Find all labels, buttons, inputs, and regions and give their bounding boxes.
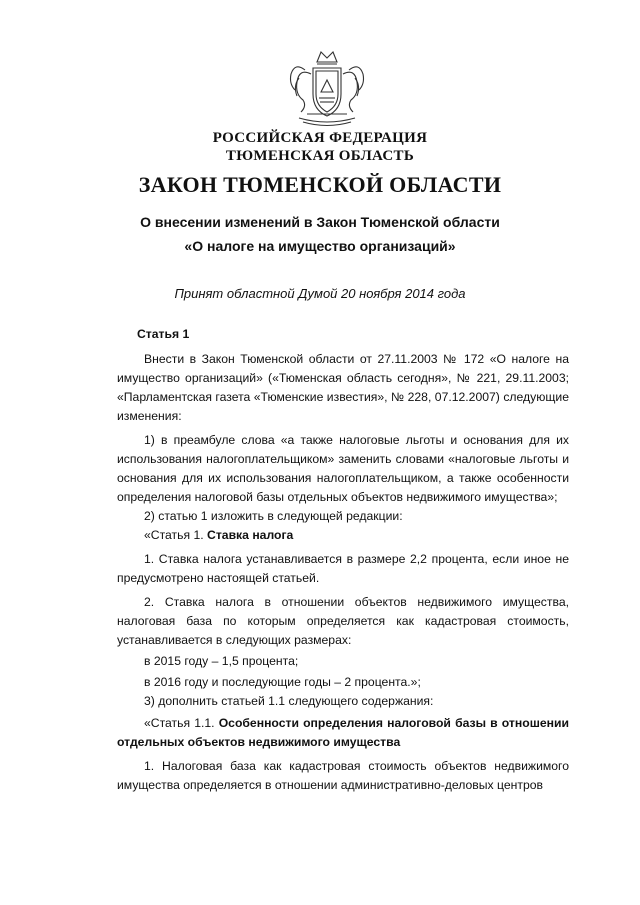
article-intro: Внести в Закон Тюменской области от 27.11.2003 № 172 «О налоге на имущество организаций» («Тюменская область сегодня», № 221, 29.11.2003; «Парламентская газета «Тюменские известия», № 228, 07.12.2007) следующие изменения:: [117, 352, 569, 423]
article-1: [117, 325, 569, 795]
article-heading: Статья 1: [137, 327, 190, 341]
article-1-title: Ставка налога: [207, 528, 294, 542]
amendment-item-1: 1) в преамбуле слова «а также налоговые льготы и основания для их использования налогоплательщиком» заменить словами «налоговые льготы и основания для их использования налогоплательщиком, а также особенности определения налоговой базы отдельных объектов недвижимого имущества»;: [117, 433, 569, 504]
amendment-item-2: 2) статью 1 изложить в следующей редакции:: [144, 509, 403, 523]
region-name: ТЮМЕНСКАЯ ОБЛАСТЬ: [225, 148, 415, 164]
document-subtitle-line1: О внесении изменений в Закон Тюменской области: [140, 214, 500, 230]
article-1-prefix: «Статья 1.: [144, 528, 208, 542]
article-1-1-title: Особенности определения налоговой базы в отношении отдельных объектов недвижимого имущества: [117, 716, 569, 749]
rate-2015: в 2015 году – 1,5 процента;: [144, 654, 299, 668]
article-1-heading: [117, 526, 569, 545]
article-1-paragraph-1: 1. Ставка налога устанавливается в размере 2,2 процента, если иное не предусмотрено настоящей статьей.: [117, 552, 569, 585]
article-1-1-paragraph-1: 1. Налоговая база как кадастровая стоимость объектов недвижимого имущества определяется в отношении административно-деловых центров: [117, 759, 569, 792]
article-1-1-heading: [117, 714, 569, 752]
rate-2016: в 2016 году и последующие годы – 2 процента.»;: [144, 675, 421, 689]
adoption-date: Принят областной Думой 20 ноября 2014 года: [174, 286, 466, 301]
coat-of-arms-icon: [283, 48, 371, 130]
article-1-paragraph-2: 2. Ставка налога в отношении объектов недвижимого имущества, налоговая база по которым определяется как кадастровая стоимость, устанавливается в следующих размерах:: [117, 595, 569, 647]
country-name: РОССИЙСКАЯ ФЕДЕРАЦИЯ: [212, 130, 428, 146]
article-1-1-prefix: «Статья 1.1.: [144, 716, 219, 730]
amendment-item-3: 3) дополнить статьей 1.1 следующего содержания:: [144, 694, 434, 708]
document-title: ЗАКОН ТЮМЕНСКОЙ ОБЛАСТИ: [138, 172, 502, 197]
document-subtitle-line2: «О налоге на имущество организаций»: [184, 238, 456, 254]
